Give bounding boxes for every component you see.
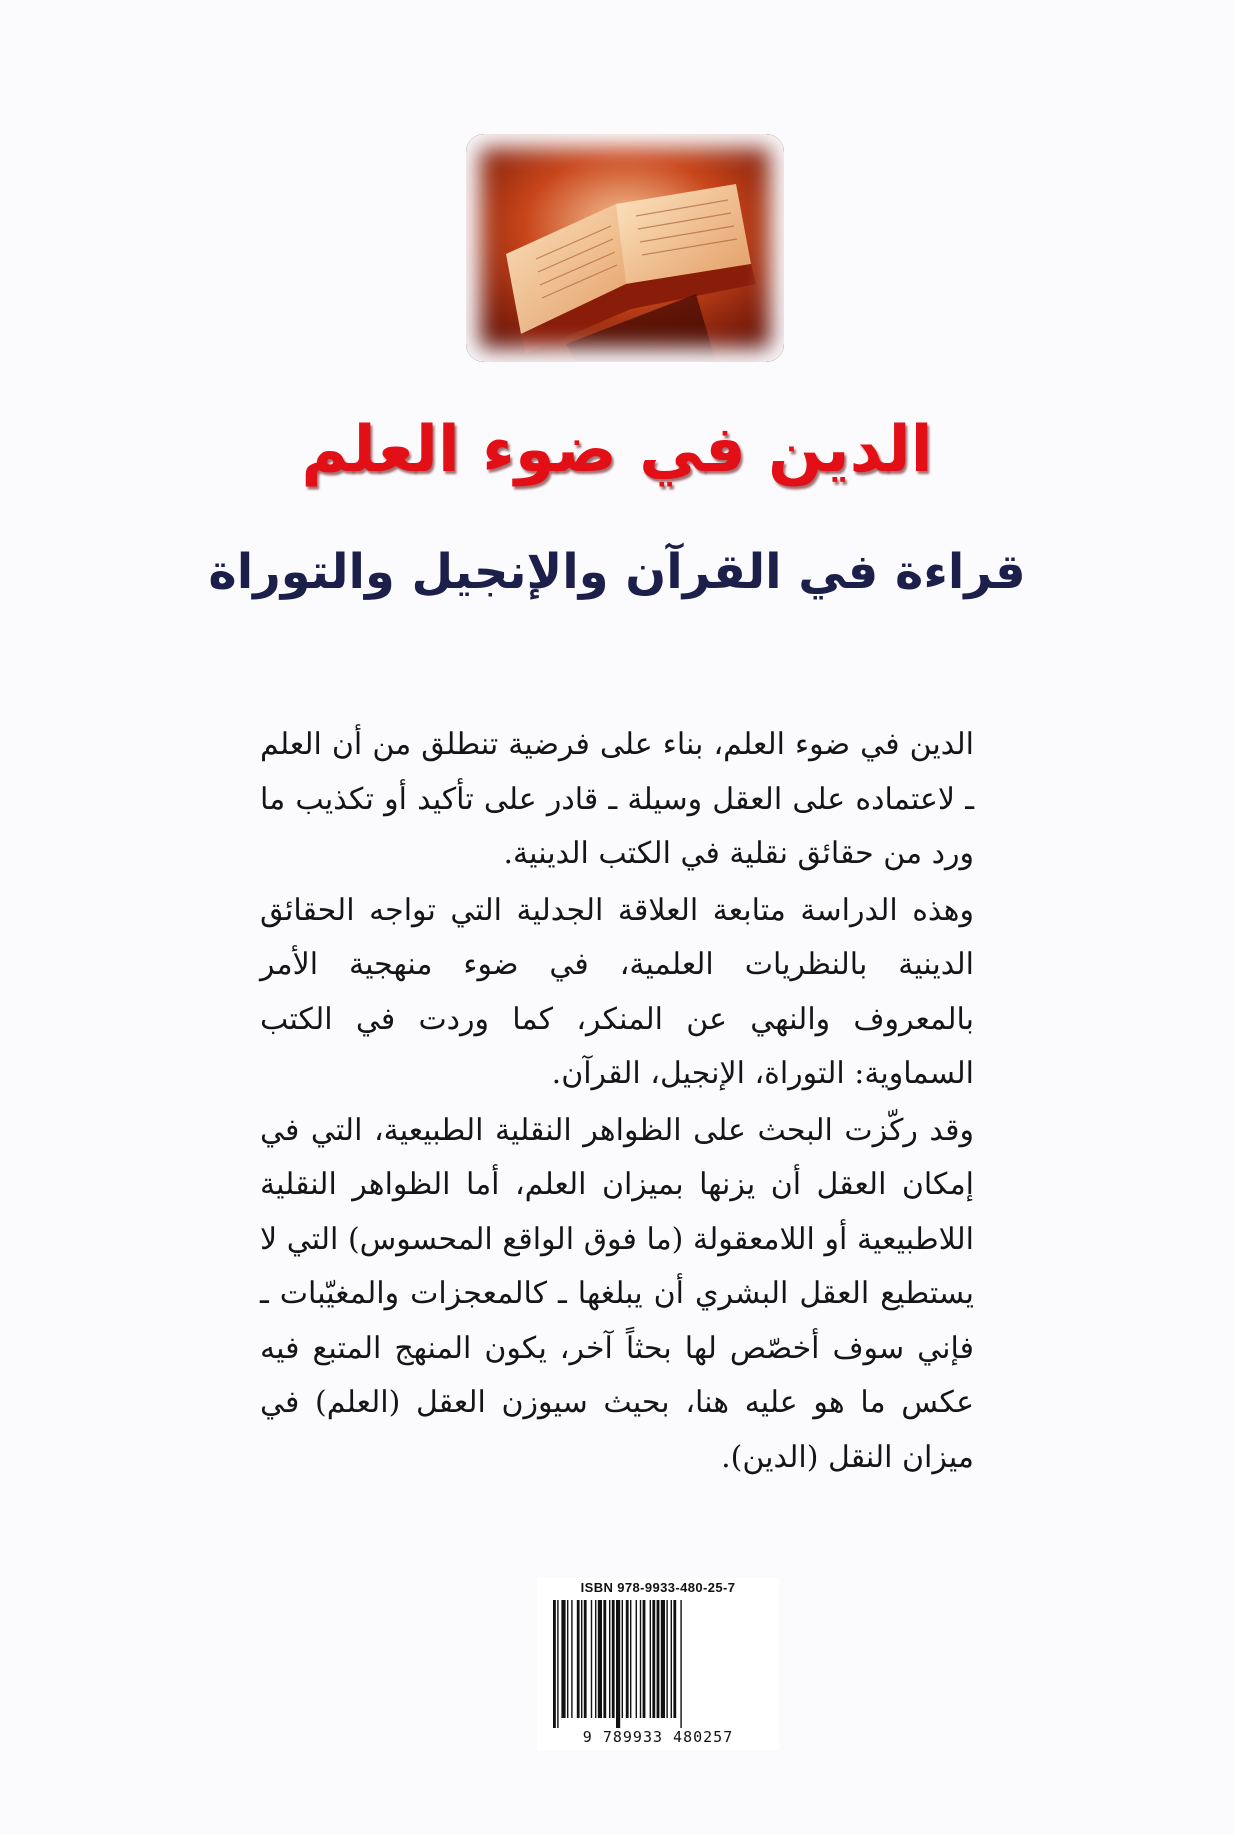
barcode-bar <box>609 1600 610 1718</box>
barcode-bar <box>673 1600 676 1718</box>
barcode-bar <box>622 1600 623 1718</box>
barcode-bar <box>680 1600 681 1728</box>
barcode-bar <box>595 1600 596 1718</box>
barcode-bar <box>581 1600 582 1718</box>
barcode-bar <box>612 1600 615 1718</box>
cover-book-image <box>466 134 784 362</box>
barcode-bar <box>657 1600 660 1718</box>
barcode-bar <box>626 1600 629 1718</box>
barcode-bar <box>577 1600 580 1718</box>
barcode-bar <box>643 1600 646 1718</box>
barcode-bar <box>636 1600 637 1718</box>
barcode-bar <box>557 1600 558 1728</box>
barcode-bar <box>650 1600 651 1718</box>
barcode-bar <box>652 1600 655 1718</box>
barcode-bar <box>671 1600 672 1718</box>
barcode-bar <box>567 1600 568 1718</box>
blurb-paragraph: الدين في ضوء العلم، بناء على فرضية تنطلق من أن العلم ـ لاعتماده على العقل وسيلة ـ قادر على تأكيد أو تكذيب ما ورد من حقائق نقلية في الكتب الدينية. <box>260 727 974 871</box>
open-quran-book-icon <box>466 134 784 362</box>
barcode-bar <box>640 1600 641 1718</box>
book-title: الدين في ضوء العلم <box>301 413 933 487</box>
barcode-bar <box>591 1600 592 1718</box>
barcode-bar <box>584 1600 587 1718</box>
barcode-bar <box>616 1600 620 1728</box>
barcode-bar <box>603 1600 606 1718</box>
back-cover-blurb <box>260 718 974 1487</box>
barcode-bar <box>661 1600 665 1718</box>
barcode-bar <box>571 1600 572 1718</box>
book-subtitle: قراءة في القرآن والإنجيل والتوراة <box>208 544 1026 600</box>
barcode-icon <box>551 1600 771 1728</box>
blurb-paragraph: وهذه الدراسة متابعة العلاقة الجدلية التي تواجه الحقائق الدينية بالنظريات العلمية، في ضوء منهجية الأمر بالمعروف والنهي عن المنكر، كما وردت في الكتب السماوية: التوراة، الإنجيل، القرآن. <box>260 892 974 1091</box>
barcode-bar <box>630 1600 631 1718</box>
barcode-bar <box>598 1600 602 1718</box>
barcode-bar <box>561 1600 565 1718</box>
barcode-bar <box>666 1600 667 1718</box>
barcode-number: 9 789933 480257 <box>582 1728 734 1746</box>
blurb-paragraph: وقد ركّزت البحث على الظواهر النقلية الطبيعية، التي في إمكان العقل أن يزنها بميزان العلم، أما الظواهر النقلية اللاطبيعية أو اللامعقولة (ما فوق الواقع المحسوس) التي لا يستطيع العقل البشري أن يبلغها ـ كالمعجزات والمغيّبات ـ فإني سوف أخصّص لها بحثاً آخر، يكون المنهج المتبع فيه عكس ما هو عليه هنا، بحيث سيوزن العقل (العلم) في ميزان النقل (الدين). <box>260 1112 974 1475</box>
barcode-bar <box>553 1600 556 1728</box>
isbn-barcode-block <box>537 1578 779 1750</box>
isbn-label: ISBN 978-9933-480-25-7 <box>580 1580 736 1595</box>
